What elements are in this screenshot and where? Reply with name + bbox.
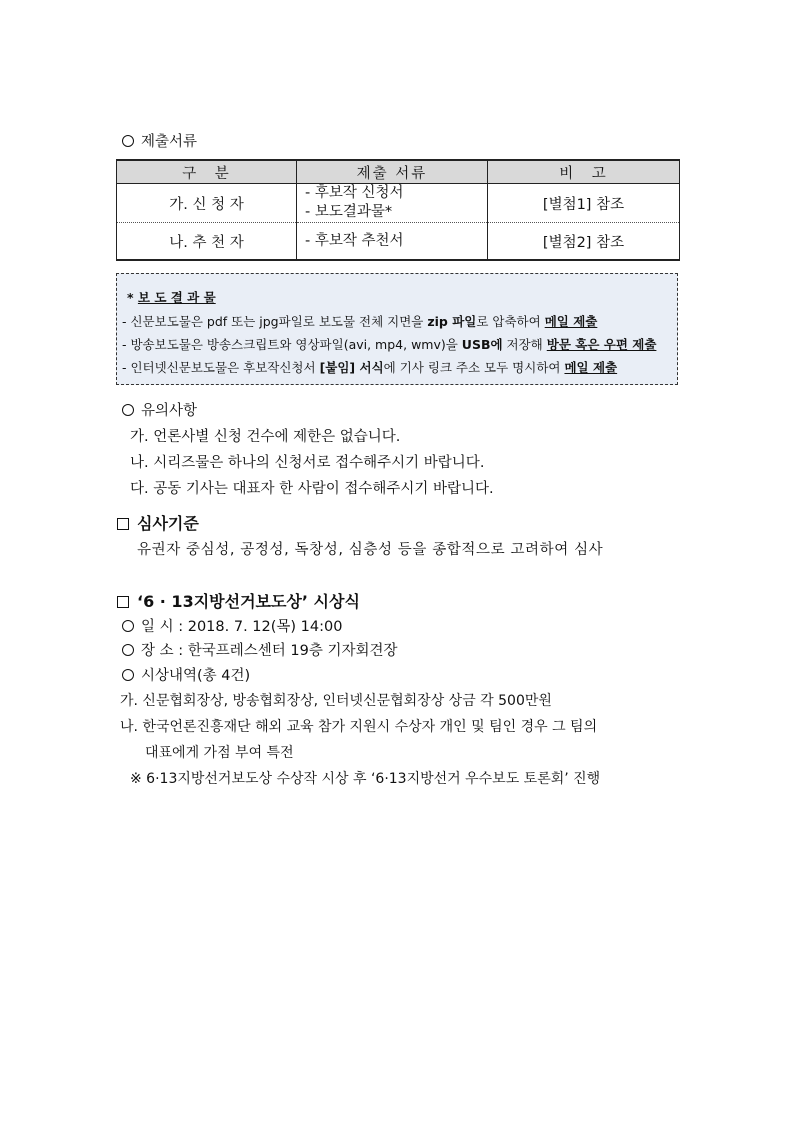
note-line-internet: - 인터넷신문보도물은 후보작신청서 [붙임] 서식에 기사 링크 주소 모두 명시하여 메일 제출 [122, 360, 618, 375]
caution-item: 가. 언론사별 신청 건수에 제한은 없습니다. [130, 429, 401, 445]
table-row [117, 184, 680, 223]
circle-bullet-icon [122, 135, 134, 147]
submission-heading: 제출서류 [122, 130, 197, 151]
circle-bullet-icon [122, 644, 134, 656]
table-cell-category: 가. 신 청 자 [117, 184, 297, 223]
ceremony-place: 장 소 : 한국프레스센터 19층 기자회견장 [122, 639, 398, 660]
ceremony-heading: ‘6 · 13지방선거보도상’ 시상식 [117, 589, 360, 612]
table-cell-docs [297, 184, 488, 223]
award-item-continued: 대표에게 가점 부여 특전 [145, 745, 294, 761]
note-title: * 보 도 결 과 물 [127, 290, 216, 305]
caution-item: 다. 공동 기사는 대표자 한 사람이 접수해주시기 바랍니다. [130, 481, 494, 497]
doc-item: - 후보작 신청서 [305, 185, 404, 201]
criteria-text: 유권자 중심성, 공정성, 독창성, 심층성 등을 종합적으로 고려하여 심사 [137, 542, 604, 558]
table-cell-docs [297, 223, 488, 261]
table-header-row [117, 160, 680, 184]
award-item: 가. 신문협회장상, 방송협회장상, 인터넷신문협회장상 상금 각 500만원 [120, 693, 552, 709]
table-cell-note: [별첨1] 참조 [488, 184, 680, 223]
note-box [116, 273, 678, 385]
note-line-newspaper: - 신문보도물은 pdf 또는 jpg파일로 보도물 전체 지면을 zip 파일로 압축하여 메일 제출 [122, 314, 598, 329]
submission-table [116, 159, 680, 261]
ceremony-date: 일 시 : 2018. 7. 12(목) 14:00 [122, 615, 342, 636]
caution-item: 나. 시리즈물은 하나의 신청서로 접수해주시기 바랍니다. [130, 455, 485, 471]
criteria-heading: 심사기준 [117, 511, 199, 534]
ceremony-remark: ※ 6·13지방선거보도상 수상작 시상 후 ‘6·13지방선거 우수보도 토론회’ 진행 [130, 771, 601, 787]
doc-item: - 후보작 추천서 [305, 232, 404, 249]
table-header-note: 비 고 [488, 160, 680, 184]
table-cell-note: [별첨2] 참조 [488, 223, 680, 261]
award-item: 나. 한국언론진흥재단 해외 교육 참가 지원시 수상자 개인 및 팀인 경우 그 팀의 [120, 719, 598, 735]
table-header-docs: 제출 서류 [297, 160, 488, 184]
cautions-heading: 유의사항 [122, 399, 197, 420]
table-cell-category: 나. 추 천 자 [117, 223, 297, 261]
table-row [117, 223, 680, 261]
circle-bullet-icon [122, 404, 134, 416]
table-header-category: 구 분 [117, 160, 297, 184]
circle-bullet-icon [122, 620, 134, 632]
awards-heading: 시상내역(총 4건) [122, 664, 250, 685]
note-line-broadcast: - 방송보도물은 방송스크립트와 영상파일(avi, mp4, wmv)을 USB에 저장해 방문 혹은 우편 제출 [122, 337, 657, 352]
square-bullet-icon [117, 518, 129, 530]
doc-item: - 보도결과물* [305, 204, 393, 220]
circle-bullet-icon [122, 669, 134, 681]
square-bullet-icon [117, 596, 129, 608]
